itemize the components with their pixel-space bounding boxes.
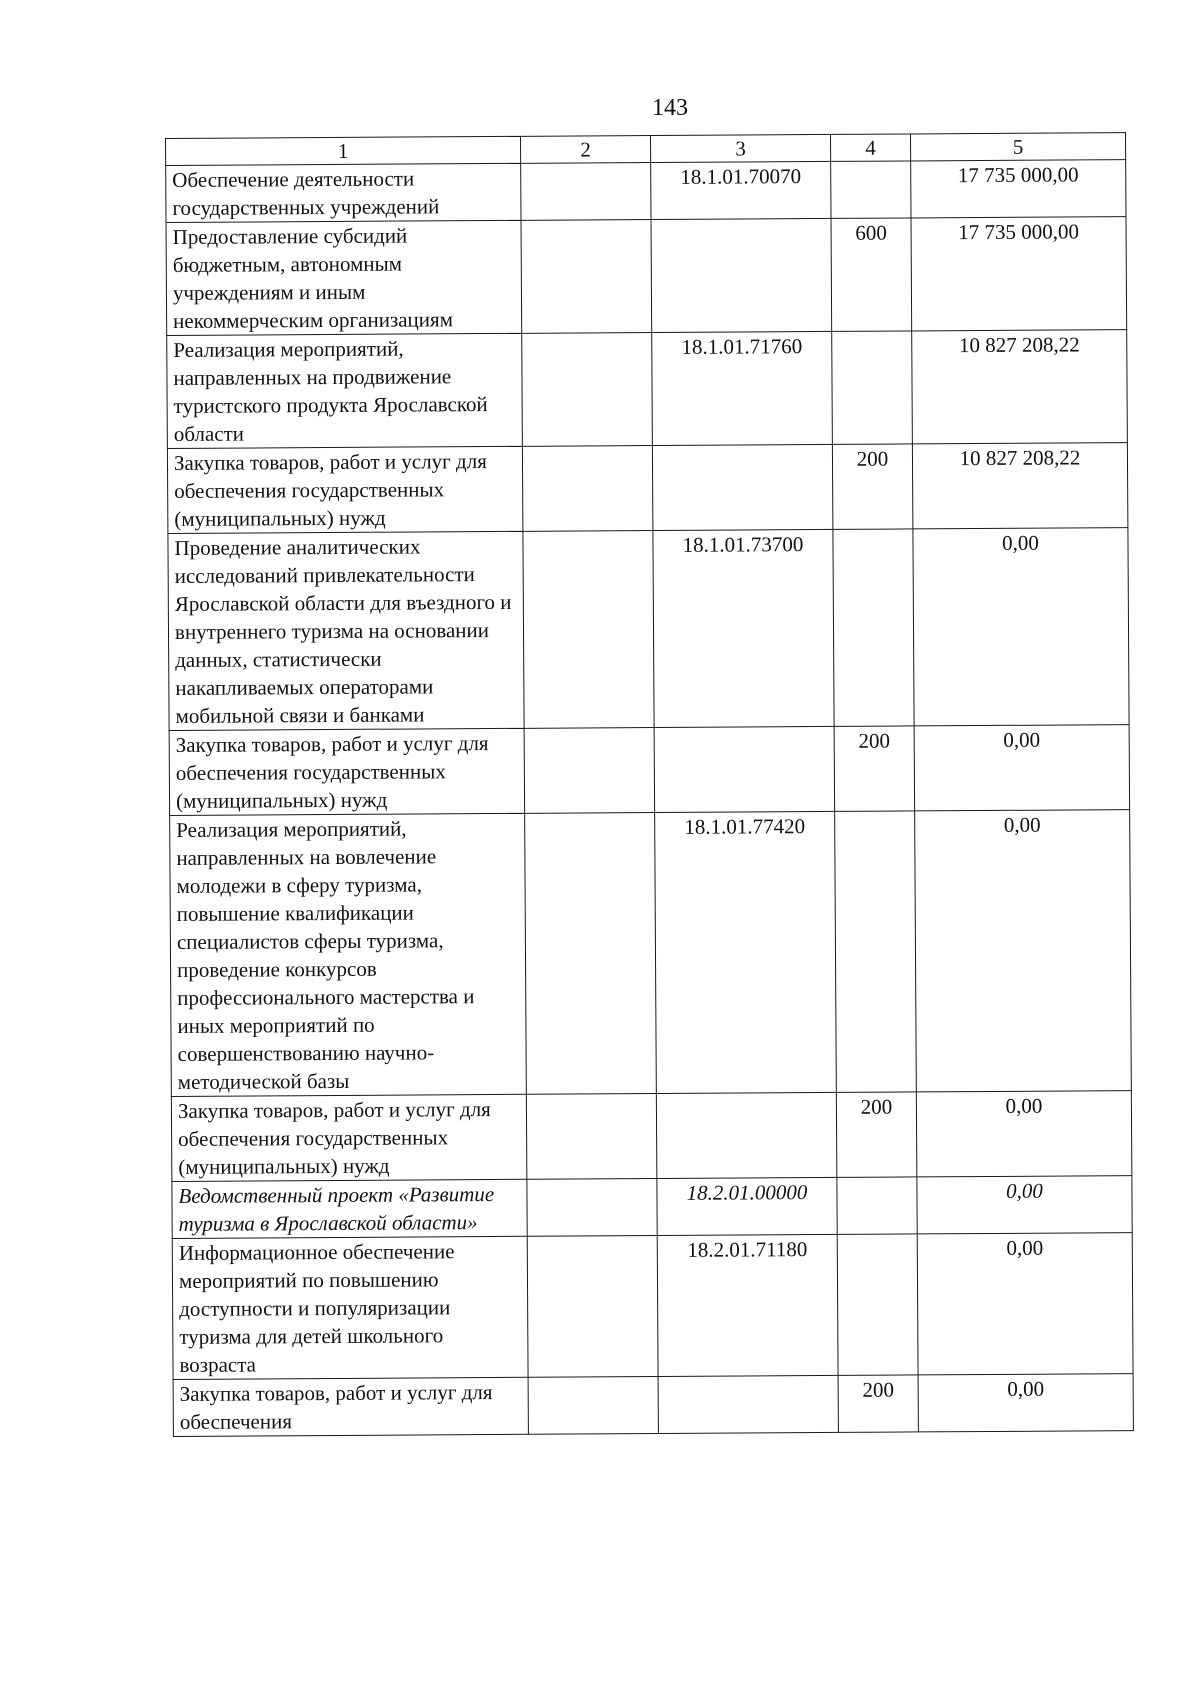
row-col2-cell: [525, 813, 657, 1095]
row-col2-cell: [521, 163, 651, 221]
header-col-3: 3: [650, 134, 830, 162]
row-code-cell: 18.1.01.71760: [652, 331, 833, 445]
row-amount-cell: 17 735 000,00: [911, 160, 1126, 218]
row-code-cell: [658, 1375, 838, 1433]
row-name-cell: Закупка товаров, работ и услуг для обеспечения: [173, 1377, 528, 1436]
row-amount-cell: 0,00: [915, 810, 1132, 1092]
header-col-5: 5: [910, 133, 1125, 161]
row-name-cell: Закупка товаров, работ и услуг для обеспечения государственных (муниципальных) нужд: [171, 1094, 527, 1181]
table-row: [167, 443, 1128, 534]
row-col2-cell: [522, 446, 653, 532]
budget-table-container: [165, 132, 1133, 1437]
row-name-cell: Предоставление субсидий бюджетным, автономным учреждениям и иным некоммерческим организациям: [166, 220, 522, 335]
table-row: [171, 1091, 1132, 1182]
row-amount-cell: 0,00: [917, 1233, 1133, 1375]
row-amount-cell: 0,00: [913, 528, 1129, 726]
budget-table: [165, 132, 1134, 1437]
page-number: 143: [652, 95, 688, 121]
row-amount-cell: 0,00: [917, 1176, 1132, 1234]
table-row: [167, 330, 1128, 449]
row-type-cell: 200: [838, 1375, 918, 1432]
row-type-cell: 200: [836, 1092, 917, 1177]
row-name-cell: Информационное обеспечение мероприятий по повышению доступности и популяризации туризма для детей школьного возраста: [172, 1236, 528, 1379]
row-amount-cell: 10 827 208,22: [912, 330, 1128, 444]
row-code-cell: 18.1.01.77420: [655, 811, 837, 1093]
header-col-1: 1: [166, 136, 521, 165]
row-name-cell: Обеспечение деятельности государственных учреждений: [166, 163, 521, 222]
row-code-cell: 18.1.01.70070: [651, 161, 831, 219]
row-type-cell: [837, 1177, 917, 1234]
row-name-cell: Закупка товаров, работ и услуг для обеспечения государственных (муниципальных) нужд: [167, 446, 523, 533]
row-type-cell: [837, 1234, 918, 1375]
row-type-cell: [832, 331, 913, 444]
table-row: [169, 725, 1130, 816]
row-type-cell: 600: [831, 218, 912, 331]
row-col2-cell: [527, 1179, 657, 1237]
header-col-2: 2: [520, 136, 650, 164]
row-col2-cell: [523, 531, 654, 729]
row-col2-cell: [521, 220, 652, 334]
row-amount-cell: 0,00: [914, 725, 1130, 811]
row-col2-cell: [527, 1236, 658, 1378]
header-col-4: 4: [830, 134, 910, 161]
row-col2-cell: [526, 1094, 657, 1180]
row-code-cell: 18.2.01.71180: [657, 1234, 838, 1376]
row-amount-cell: 17 735 000,00: [911, 217, 1127, 331]
row-name-cell: Реализация мероприятий, направленных на вовлечение молодежи в сферу туризма, повышение квалификации специалистов сферы туризма, проведение конкурсов профессионального мастерства и иных мероприятий по совершенствованию научно-методической базы: [170, 813, 527, 1096]
row-name-cell: Реализация мероприятий, направленных на продвижение туристского продукта Ярославской области: [167, 333, 523, 448]
table-body: [166, 160, 1134, 1437]
table-row: [166, 160, 1126, 223]
row-col2-cell: [524, 728, 655, 814]
row-type-cell: [835, 811, 917, 1092]
row-col2-cell: [528, 1377, 658, 1435]
row-code-cell: 18.2.01.00000: [657, 1177, 837, 1235]
row-name-cell: Закупка товаров, работ и услуг для обеспечения государственных (муниципальных) нужд: [169, 728, 525, 815]
table-row: [172, 1176, 1132, 1239]
table-row: [166, 217, 1127, 336]
row-name-cell: Проведение аналитических исследований привлекательности Ярославской области для въездного и внутреннего туризма на основании данных, статистически накапливаемых операторами мобильной связи и банками: [168, 531, 524, 730]
table-row: [172, 1233, 1133, 1380]
row-type-cell: 200: [832, 444, 913, 529]
row-name-cell: Ведомственный проект «Развитие туризма в Ярославской области»: [172, 1179, 527, 1238]
row-code-cell: [651, 218, 832, 332]
row-amount-cell: 0,00: [918, 1374, 1133, 1432]
row-code-cell: [654, 726, 835, 812]
row-type-cell: [833, 529, 914, 726]
row-amount-cell: 10 827 208,22: [912, 443, 1128, 529]
row-type-cell: [831, 161, 911, 218]
row-code-cell: [656, 1092, 837, 1178]
table-row: [170, 810, 1132, 1097]
row-code-cell: [652, 444, 833, 530]
row-amount-cell: 0,00: [916, 1091, 1132, 1177]
row-col2-cell: [522, 333, 653, 447]
table-row: [168, 528, 1129, 731]
table-row: [173, 1374, 1133, 1437]
row-code-cell: 18.1.01.73700: [653, 529, 834, 727]
row-type-cell: 200: [834, 726, 915, 811]
